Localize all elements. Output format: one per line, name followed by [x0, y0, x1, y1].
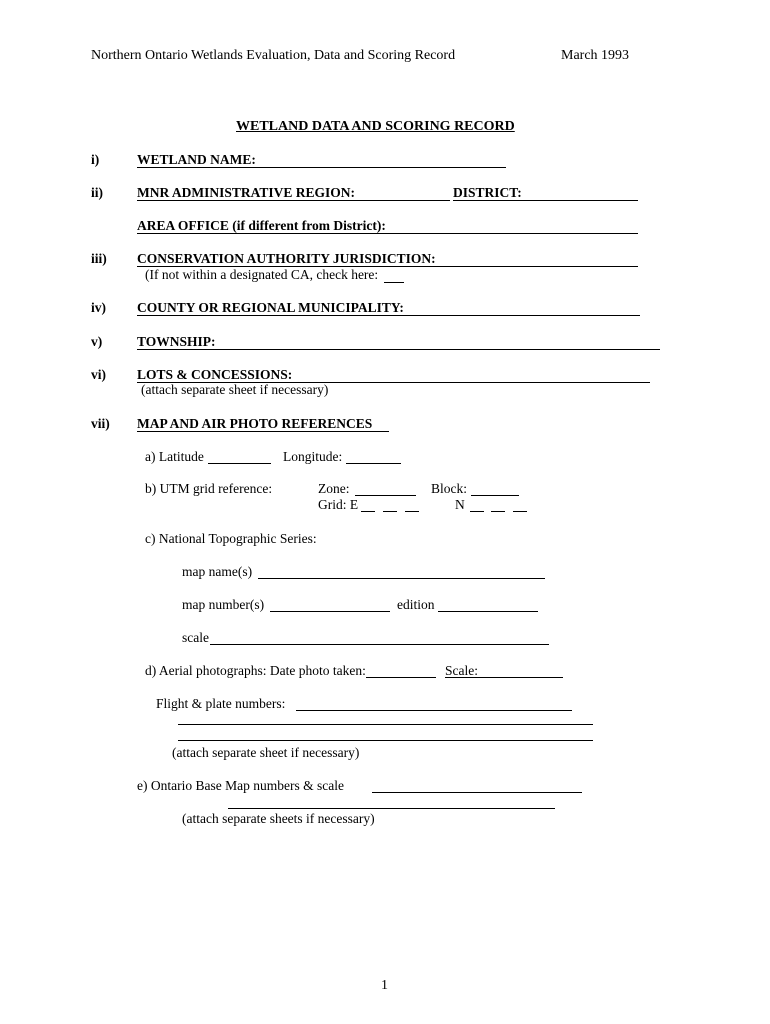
- aerial-date-field[interactable]: [366, 677, 436, 678]
- county-label: COUNTY OR REGIONAL MUNICIPALITY:: [137, 300, 404, 315]
- wetland-name-label: WETLAND NAME:: [137, 152, 256, 167]
- zone-label: Zone:: [318, 481, 350, 496]
- ca-check-note: (If not within a designated CA, check here:: [145, 267, 379, 282]
- scale-label: scale: [182, 630, 209, 645]
- block-label: Block:: [431, 481, 467, 496]
- map-numbers-label: map number(s): [182, 597, 265, 612]
- nts-label: c) National Topographic Series:: [145, 531, 317, 546]
- flight-field-2[interactable]: [178, 724, 593, 725]
- map-refs-label: MAP AND AIR PHOTO REFERENCES: [137, 416, 373, 431]
- obm-field-1[interactable]: [372, 792, 582, 793]
- grid-n-label: N: [455, 497, 465, 512]
- district-field[interactable]: [453, 200, 638, 201]
- aerial-scale-field[interactable]: [445, 677, 563, 678]
- flight-field-3[interactable]: [178, 740, 593, 741]
- page-number: 1: [381, 978, 388, 993]
- page-title: WETLAND DATA AND SCORING RECORD: [236, 119, 515, 134]
- header-title: Northern Ontario Wetlands Evaluation, Data and Scoring Record: [91, 48, 456, 63]
- grid-e-digit-3[interactable]: [405, 511, 419, 512]
- grid-e-digit-1[interactable]: [361, 511, 375, 512]
- lots-note: (attach separate sheet if necessary): [141, 382, 329, 397]
- latitude-field[interactable]: [208, 463, 271, 464]
- obm-field-2[interactable]: [228, 808, 555, 809]
- grid-n-digit-2[interactable]: [491, 511, 505, 512]
- item-number-i: i): [91, 152, 100, 167]
- flight-label: Flight & plate numbers:: [156, 696, 286, 711]
- grid-e-digit-2[interactable]: [383, 511, 397, 512]
- obm-note: (attach separate sheets if necessary): [182, 811, 375, 826]
- county-field[interactable]: [137, 315, 640, 316]
- area-office-label: AREA OFFICE (if different from District):: [137, 218, 386, 233]
- grid-e-label: Grid: E: [318, 497, 359, 512]
- longitude-field[interactable]: [346, 463, 401, 464]
- flight-field-1[interactable]: [296, 710, 572, 711]
- map-names-label: map name(s): [182, 564, 253, 579]
- aerial-label: d) Aerial photographs: Date photo taken:: [145, 663, 366, 678]
- item-number-iv: iv): [91, 300, 106, 315]
- header-date: March 1993: [561, 48, 630, 63]
- wetland-name-field[interactable]: [137, 167, 506, 168]
- flight-note: (attach separate sheet if necessary): [172, 745, 360, 760]
- item-number-ii: ii): [91, 185, 103, 200]
- map-names-field[interactable]: [258, 578, 545, 579]
- conservation-authority-label: CONSERVATION AUTHORITY JURISDICTION:: [137, 251, 436, 266]
- region-field[interactable]: [137, 200, 450, 201]
- utm-label: b) UTM grid reference:: [145, 481, 273, 496]
- scale-field[interactable]: [210, 644, 549, 645]
- item-number-v: v): [91, 334, 103, 349]
- item-number-iii: iii): [91, 251, 107, 266]
- region-label: MNR ADMINISTRATIVE REGION:: [137, 185, 356, 200]
- map-numbers-field[interactable]: [270, 611, 390, 612]
- obm-label: e) Ontario Base Map numbers & scale: [137, 778, 344, 793]
- edition-label: edition: [397, 597, 435, 612]
- township-field[interactable]: [137, 349, 660, 350]
- block-field[interactable]: [471, 495, 519, 496]
- grid-n-digit-3[interactable]: [513, 511, 527, 512]
- grid-n-digit-1[interactable]: [470, 511, 484, 512]
- district-label: DISTRICT:: [453, 185, 522, 200]
- aerial-scale-label: Scale:: [445, 663, 478, 678]
- map-refs-underline: [137, 431, 389, 432]
- zone-field[interactable]: [355, 495, 416, 496]
- area-office-field[interactable]: [137, 233, 638, 234]
- township-label: TOWNSHIP:: [137, 334, 216, 349]
- edition-field[interactable]: [438, 611, 538, 612]
- item-number-vi: vi): [91, 367, 106, 382]
- latitude-label: a) Latitude: [145, 449, 204, 464]
- item-number-vii: vii): [91, 416, 110, 431]
- ca-checkbox-field[interactable]: [384, 282, 404, 283]
- lots-label: LOTS & CONCESSIONS:: [137, 367, 293, 382]
- longitude-label: Longitude:: [283, 449, 343, 464]
